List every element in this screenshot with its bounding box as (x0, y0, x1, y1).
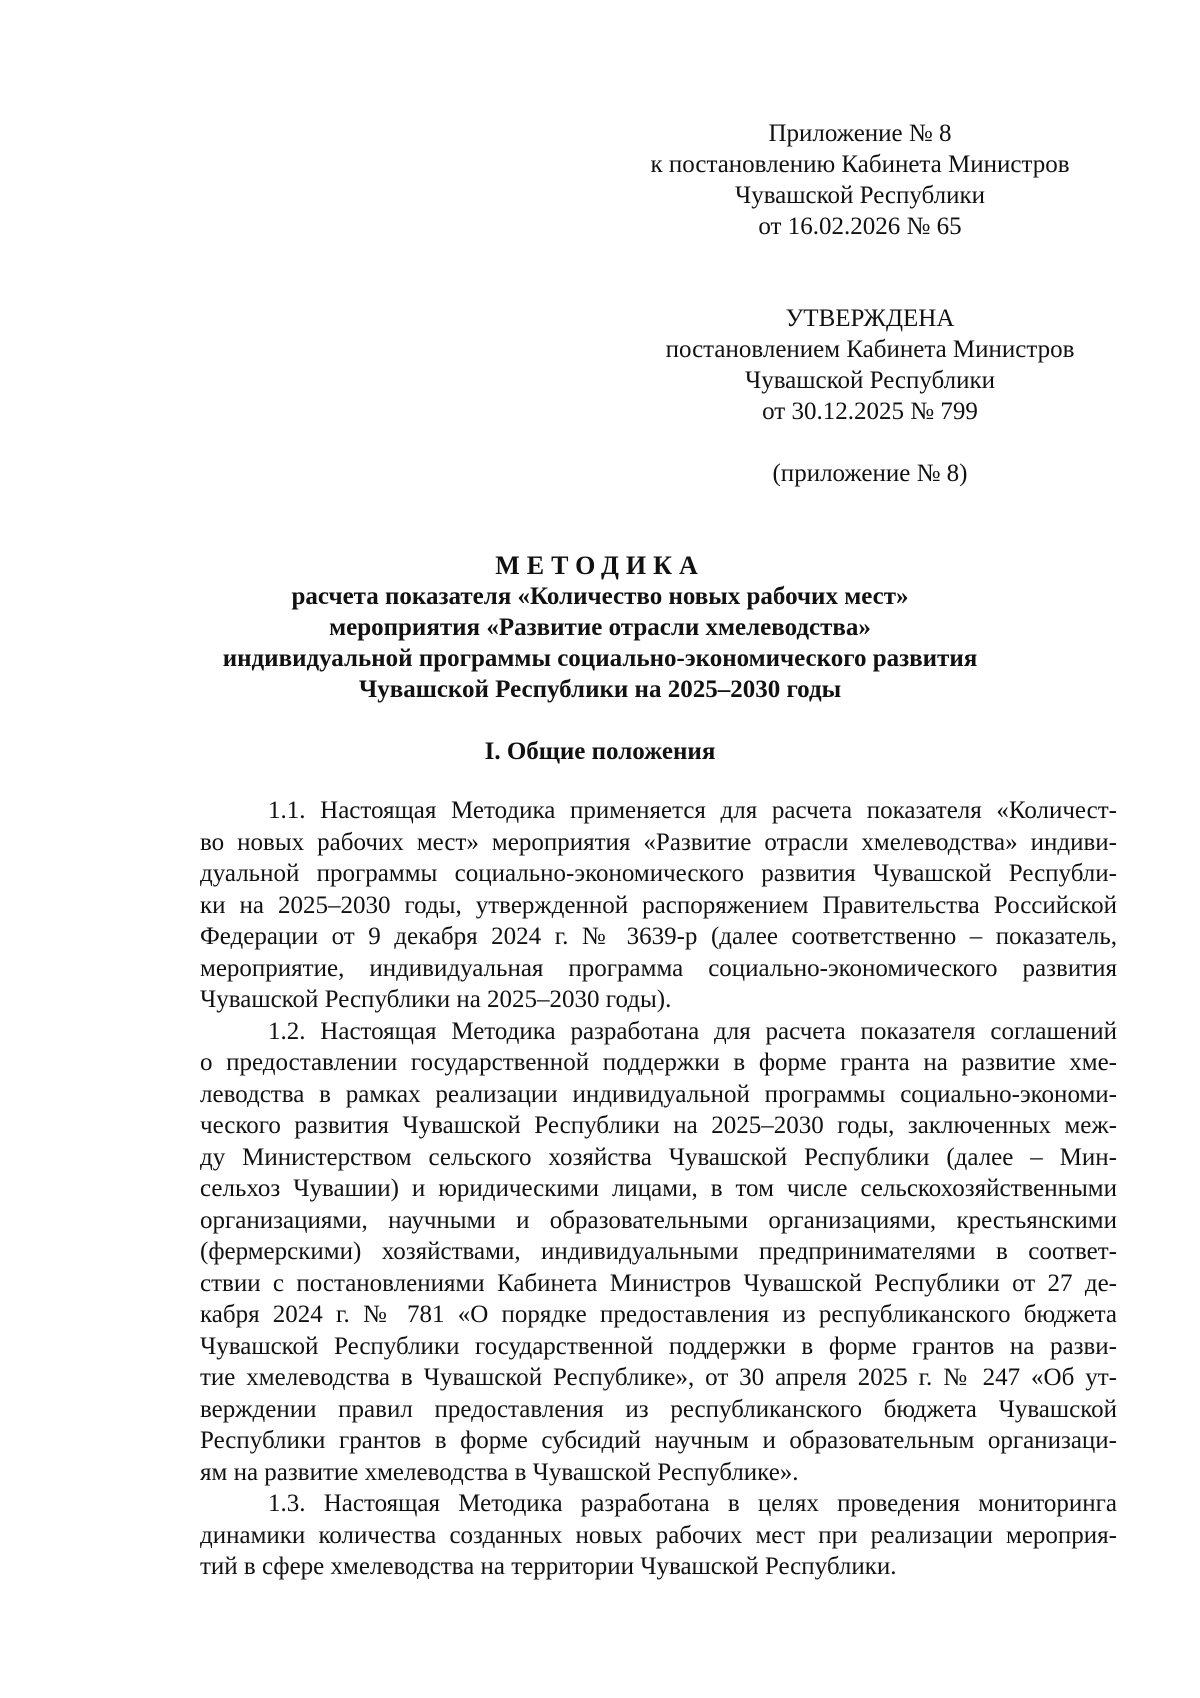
title-line-1: расчета показателя «Количество новых рабочих мест» (291, 583, 909, 610)
paragraph-line: Чувашской Республики государственной поддержки в форме грантов на разви- (200, 1332, 1117, 1360)
paragraph-line: ки на 2025–2030 годы, утвержденной распоряжением Правительства Российской (200, 891, 1117, 919)
title-line-3: индивидуальной программы социально-экономического развития (222, 645, 978, 672)
paragraph-line: дуальной программы социально-экономического развития Чувашской Республи- (200, 860, 1117, 887)
paragraph-line: мероприятие, индивидуальная программа социально-экономического развития (200, 954, 1117, 982)
appendix-number: Приложение № 8 (768, 120, 952, 147)
paragraph-1-3 (200, 1488, 1117, 1583)
paragraph-line: 1.1. Настоящая Методика применяется для расчета показателя «Количест- (268, 797, 1117, 824)
appendix-header (610, 118, 1110, 242)
paragraph-line: ческого развития Чувашской Республики на 2025–2030 годы, заключенных меж- (200, 1112, 1117, 1139)
paragraph-line: динамики количества созданных новых рабочих мест при реализации мероприя- (200, 1521, 1117, 1549)
paragraph-line: Федерации от 9 декабря 2024 г. № 3639-р (далее соответственно – показатель, (200, 923, 1117, 950)
approval-status: УТВЕРЖДЕНА (785, 305, 955, 332)
document-title (120, 550, 1080, 705)
approval-reference: постановлением Кабинета Министров (665, 336, 1075, 363)
approval-date: от 30.12.2025 № 799 (762, 398, 978, 425)
section-heading: I. Общие положения (484, 738, 716, 765)
approval-header (630, 303, 1110, 427)
paragraph-line: леводства в рамках реализации индивидуальной программы социально-экономи- (200, 1080, 1117, 1108)
approval-republic: Чувашской Республики (744, 367, 996, 394)
appendix-reference: к постановлению Кабинета Министров (650, 151, 1070, 178)
paragraph-line: ям на развитие хмелеводства в Чувашской Республике». (200, 1458, 799, 1486)
title-line-4: Чувашской Республики на 2025–2030 годы (358, 676, 842, 703)
appendix-republic: Чувашской Республики (734, 182, 986, 209)
paragraph-line: 1.3. Настоящая Методика разработана в целях проведения мониторинга (268, 1490, 1117, 1517)
section-body (200, 795, 1117, 1583)
paragraph-line: ствии с постановлениями Кабинета Министров Чувашской Республики от 27 де- (200, 1269, 1117, 1297)
paragraph-line: 1.2. Настоящая Методика разработана для расчета показателя соглашений (268, 1017, 1117, 1045)
paragraph-line: кабря 2024 г. № 781 «О порядке предоставления из республиканского бюджета (200, 1301, 1117, 1328)
paragraph-line: организациями, научными и образовательными организациями, крестьянскими (200, 1206, 1117, 1234)
paragraph-line: верждении правил предоставления из республиканского бюджета Чувашской (200, 1395, 1117, 1423)
paragraph-line: ду Министерством сельского хозяйства Чувашской Республики (далее – Мин- (200, 1143, 1117, 1171)
paragraph-line: тие хмелеводства в Чувашской Республике», от 30 апреля 2025 г. № 247 «Об ут- (200, 1364, 1117, 1391)
paragraph-line: тий в сфере хмелеводства на территории Чувашской Республики. (200, 1553, 897, 1580)
paragraph-line: Республики грантов в форме субсидий научным и образовательным организаци- (200, 1427, 1117, 1454)
title-main: МЕТОДИКА (495, 551, 705, 580)
paragraph-1-1 (200, 795, 1117, 1016)
paragraph-line: сельхоз Чувашии) и юридическими лицами, в том числе сельскохозяйственными (200, 1175, 1117, 1202)
paragraph-1-2 (200, 1016, 1117, 1489)
title-line-2: мероприятия «Развитие отрасли хмелеводства» (329, 614, 871, 641)
paragraph-line: (фермерскими) хозяйствами, индивидуальными предпринимателями в соответ- (200, 1238, 1117, 1265)
paragraph-line: о предоставлении государственной поддержки в форме гранта на развитие хме- (200, 1049, 1117, 1076)
paragraph-line: Чувашской Республики на 2025–2030 годы). (200, 986, 672, 1013)
paragraph-line: во новых рабочих мест» мероприятия «Развитие отрасли хмелеводства» индиви- (200, 828, 1117, 856)
appendix-note: (приложение № 8) (772, 460, 968, 487)
appendix-date: от 16.02.2026 № 65 (758, 213, 962, 240)
